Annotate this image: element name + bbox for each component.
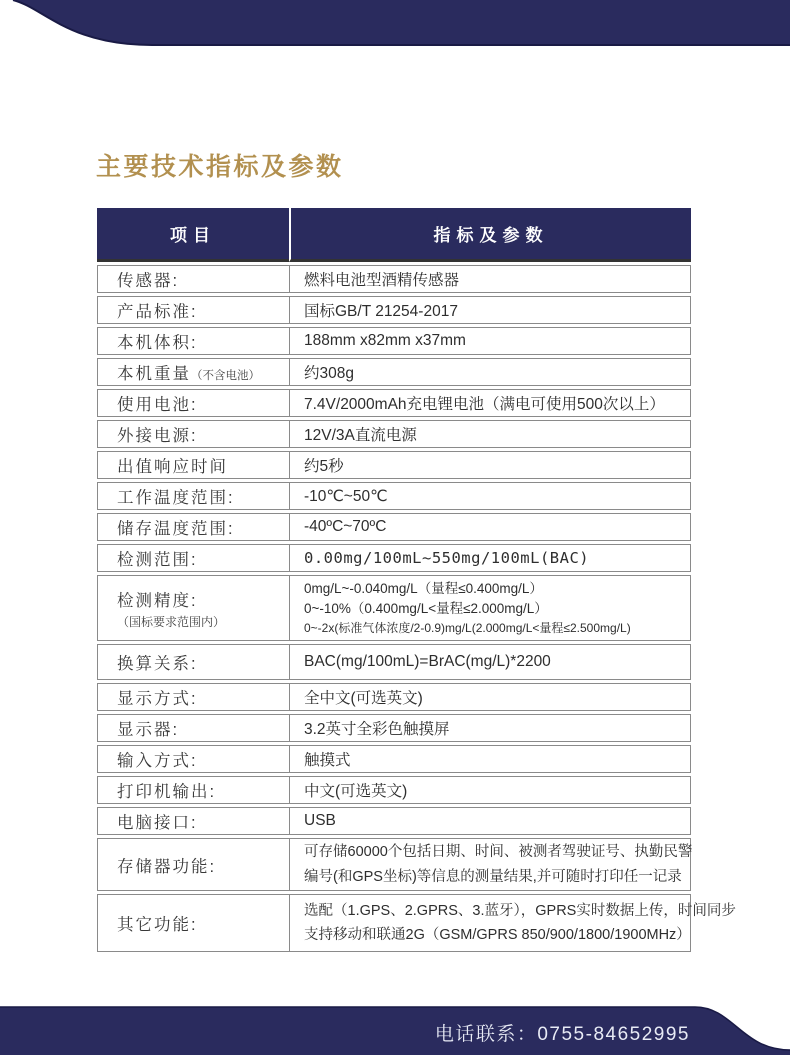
row-label [97, 327, 289, 355]
row-value: 燃料电池型酒精传感器 [289, 265, 691, 293]
table-header-row [97, 208, 691, 262]
table-row [97, 420, 691, 448]
table-row [97, 451, 691, 479]
row-value-line: 0mg/L~-0.040mg/L（量程≤0.400mg/L） [304, 580, 543, 596]
row-value: 约308g [289, 358, 691, 386]
row-label [97, 451, 289, 479]
table-row [97, 714, 691, 742]
row-label [97, 296, 289, 324]
table-header-value: 指标及参数 [289, 208, 691, 262]
table-row [97, 389, 691, 417]
row-label-text: 显示器: [117, 721, 180, 739]
row-label-text: 换算关系: [117, 655, 198, 673]
table-row [97, 807, 691, 835]
row-label-text: 检测范围: [117, 551, 198, 569]
top-banner [0, 0, 790, 46]
footer-phone: 电话联系：0755-84652995 [434, 1024, 690, 1045]
spec-table-head [97, 208, 691, 262]
row-label [97, 544, 289, 572]
table-row [97, 358, 691, 386]
row-value: 7.4V/2000mAh充电锂电池（满电可使用500次以上） [289, 389, 691, 417]
row-label [97, 482, 289, 510]
table-row [97, 745, 691, 773]
table-row [97, 644, 691, 680]
row-value: 国标GB/T 21254-2017 [289, 296, 691, 324]
row-label-text: 检测精度: [117, 591, 198, 610]
row-label-text: 显示方式: [117, 690, 198, 708]
row-value: 3.2英寸全彩色触摸屏 [289, 714, 691, 742]
row-value-line: 可存储60000个包括日期、时间、被测者驾驶证号、执勤民警 [304, 844, 693, 860]
table-row [97, 683, 691, 711]
row-label [97, 838, 289, 891]
row-value: 12V/3A直流电源 [289, 420, 691, 448]
spec-table [97, 205, 736, 955]
table-row [97, 482, 691, 510]
row-label-text: 工作温度范围: [117, 489, 235, 507]
row-label [97, 644, 289, 680]
row-value: -10℃~50℃ [289, 482, 691, 510]
row-label-text: 使用电池: [117, 396, 198, 414]
table-row [97, 513, 691, 541]
row-value [289, 575, 691, 641]
row-label [97, 575, 289, 641]
table-row [97, 838, 691, 891]
row-value-line: 支持移动和联通2G（GSM/GPRS 850/900/1800/1900MHz） [304, 927, 691, 944]
row-label-text: 输入方式: [117, 752, 198, 770]
row-label-text: 传感器: [117, 272, 180, 290]
table-row [97, 776, 691, 804]
row-label-text: 电脑接口: [117, 814, 198, 832]
row-value: USB [289, 807, 691, 835]
row-label-text: 外接电源: [117, 427, 198, 445]
row-label-text: 打印机输出: [117, 783, 217, 801]
row-label-text: 出值响应时间 [117, 458, 228, 476]
page-title: 主要技术指标及参数 [96, 153, 344, 181]
row-value [289, 894, 736, 952]
row-value-line: 0~-10%（0.400mg/L<量程≤2.000mg/L） [304, 601, 548, 616]
row-label-text: 本机体积: [117, 334, 198, 352]
spec-table-body [97, 265, 736, 952]
row-label [97, 745, 289, 773]
row-value [289, 838, 691, 891]
table-row [97, 544, 691, 572]
row-label-text: 本机重量 [117, 365, 191, 383]
row-value: 0.00mg/100mL~550mg/100mL(BAC) [289, 544, 691, 572]
row-label [97, 894, 289, 952]
row-value: 全中文(可选英文) [289, 683, 691, 711]
row-value-line: 0~-2x(标准气体浓度/2-0.9)mg/L(2.000mg/L<量程≤2.500mg/L) [304, 621, 631, 636]
row-label [97, 683, 289, 711]
row-label-text: 产品标准: [117, 303, 198, 321]
row-value: 触摸式 [289, 745, 691, 773]
row-value: 中文(可选英文) [289, 776, 691, 804]
row-label-note: （不含电池） [191, 370, 260, 382]
row-value: 约5秒 [289, 451, 691, 479]
row-label [97, 714, 289, 742]
row-label [97, 807, 289, 835]
row-value: -40ºC~70ºC [289, 513, 691, 541]
row-label [97, 265, 289, 293]
row-label [97, 776, 289, 804]
row-value-line: 编号(和GPS坐标)等信息的测量结果,并可随时打印任一记录 [304, 868, 682, 885]
row-label-text: 其它功能: [117, 916, 198, 935]
row-label-text: 存储器功能: [117, 857, 217, 876]
row-value-line: 选配（1.GPS、2.GPRS、3.蓝牙），GPRS实时数据上传，时间同步 [304, 902, 736, 919]
row-value: 188mm x82mm x37mm [289, 327, 691, 355]
row-label [97, 389, 289, 417]
table-row [97, 894, 691, 952]
table-row [97, 575, 691, 641]
table-row [97, 327, 691, 355]
row-label [97, 358, 289, 386]
table-row [97, 265, 691, 293]
row-label [97, 420, 289, 448]
row-label-note: （国标要求范围内） [117, 614, 226, 629]
table-row [97, 296, 691, 324]
table-header-item: 项目 [97, 208, 289, 262]
row-value: BAC(mg/100mL)=BrAC(mg/L)*2200 [289, 644, 691, 680]
row-label [97, 513, 289, 541]
row-label-text: 储存温度范围: [117, 520, 235, 538]
